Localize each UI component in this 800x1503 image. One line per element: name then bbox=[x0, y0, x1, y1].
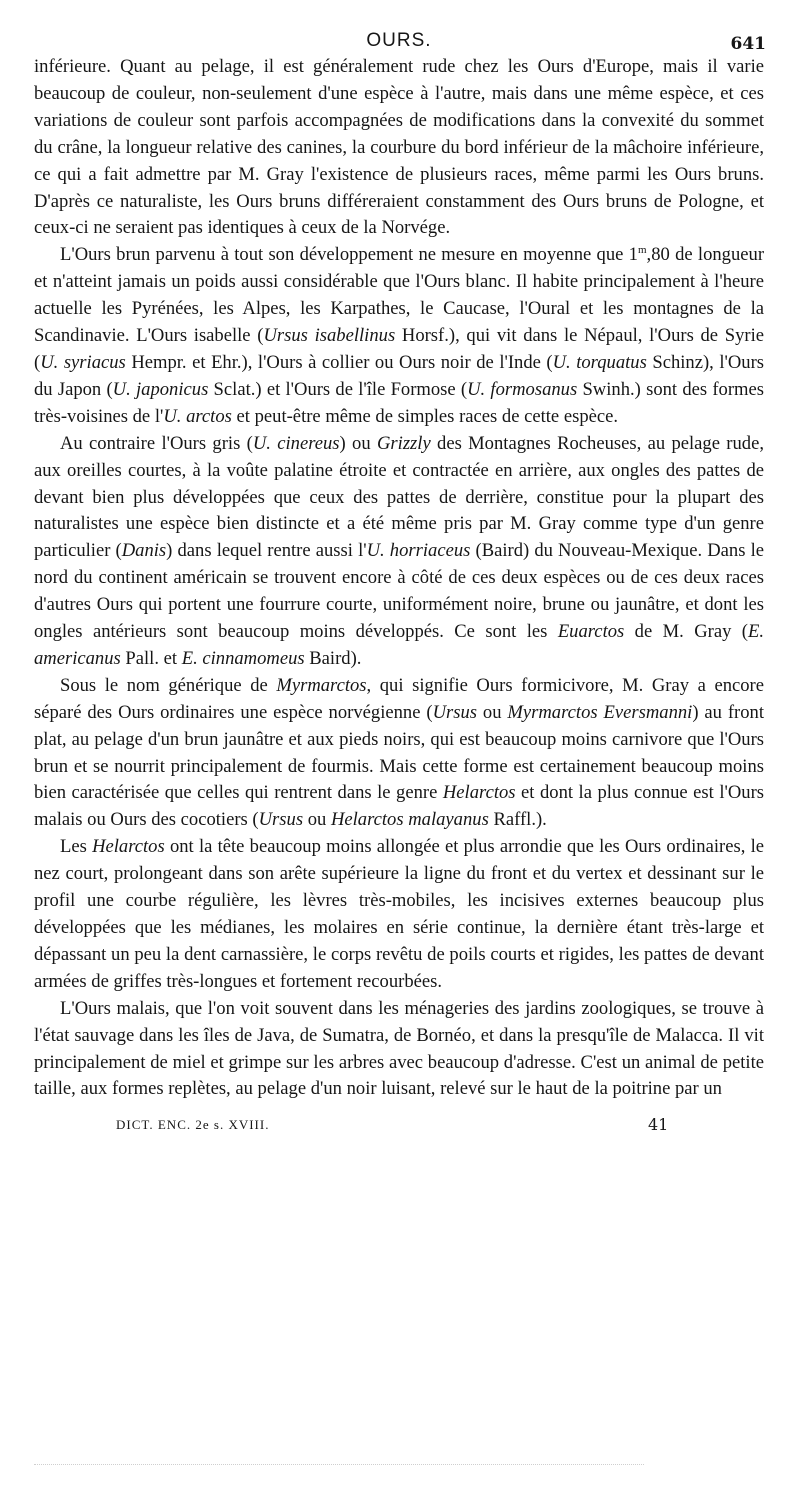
text-run: Sous le nom générique de bbox=[60, 674, 277, 696]
text-run: ) au front plat, au pelage d'un brun jaunâtre et aux pieds noirs, qui est beaucoup moins carnivore que l'Ours brun et se nourrit principalement de fourmis. Mais cette forme est certainement beaucoup moins bien caractérisée que celles qui rentrent dans le genre bbox=[34, 701, 765, 804]
italic-run: Ursus bbox=[432, 701, 477, 723]
italic-run: U. syriacus bbox=[40, 351, 126, 373]
page-header bbox=[34, 26, 764, 54]
text-run: ont la tête beaucoup moins allongée et plus arrondie que les Ours ordinaires, le nez court, prolongeant dans son arête supérieure la ligne du front et du vertex et dessinant sur le profil une courbe régulière, les lèvres très-mobiles, les incisives externes beaucoup plus développées que les médianes, les molaires en série continue, la dernière étant très-large et dépassant un peu la dent carnassière, le corps revêtu de poils courts et rigides, les pattes de devant armées de griffes très-longues et fortement recourbées. bbox=[34, 836, 764, 992]
italic-run: Helarctos malayanus bbox=[330, 809, 489, 831]
bottom-rule bbox=[34, 1464, 644, 1465]
text-run: L'Ours malais, que l'on voit souvent dans les ménageries des jardins zoologiques, se trouve à l'état sauvage dans les îles de Java, de Sumatra, de Bornéo, et dans la presqu'île de Malacca. Il vit principalement de miel et grimpe sur les arbres avec beaucoup d'adresse. C'est un animal de petite taille, aux formes replètes, au pelage d'un noir luisant, relevé sur le haut de la poitrine par un bbox=[34, 997, 764, 1100]
page-number: 641 bbox=[730, 34, 766, 54]
text-run: et dont la plus connue est l'Ours malais ou Ours des cocotiers ( bbox=[34, 782, 765, 831]
text-run: Horsf.), qui vit dans le Népaul, l'Ours de Syrie ( bbox=[34, 325, 764, 373]
text-run: Raffl.). bbox=[488, 809, 547, 831]
paragraph bbox=[34, 673, 764, 834]
italic-run: U. horriaceus bbox=[366, 540, 471, 562]
text-run: Pall. et bbox=[120, 647, 182, 669]
italic-run: U. arctos bbox=[163, 405, 232, 427]
sheet-number: 41 bbox=[648, 1115, 669, 1135]
italic-run: U. japonicus bbox=[112, 378, 209, 400]
italic-run: Ursus isabellinus bbox=[263, 325, 396, 347]
body-text bbox=[34, 54, 764, 1103]
italic-run: Myrmarctos Eversmanni bbox=[507, 701, 693, 723]
text-run: des Montagnes Rocheuses, au pelage rude, aux oreilles courtes, à la voûte palatine étroite et contractée en arrière, aux ongles des pattes de devant bien plus développées que ceux des pattes de derrière, constitue pour la plupart des naturalistes une espèce bien distincte et a été même pris par M. Gray comme type d'un genre particulier ( bbox=[34, 432, 764, 562]
text-run: ) ou bbox=[339, 432, 377, 454]
page-footer bbox=[34, 1113, 764, 1143]
italic-run: Euarctos bbox=[557, 621, 625, 643]
text-run: Schinz), l'Ours du Japon ( bbox=[34, 351, 765, 400]
text-run: de M. Gray ( bbox=[624, 621, 748, 643]
superscript-run: m bbox=[637, 244, 647, 257]
italic-run: Helarctos bbox=[92, 836, 165, 858]
paragraph bbox=[34, 834, 764, 995]
italic-run: E. cinnamomeus bbox=[181, 647, 305, 669]
paragraph bbox=[34, 996, 764, 1104]
text-run: inférieure. Quant au pelage, il est généralement rude chez les Ours d'Europe, mais il varie beaucoup de couleur, non-seulement d'une espèce à l'autre, mais dans une même espèce, et ces variations de couleur sont parfois accompagnées de modifications dans la convexité du sommet du crâne, la longueur relative des canines, la courbure du bord inférieur de la mâchoire inférieure, ce qui a fait admettre par M. Gray l'existence de plusieurs races, même parmi les Ours bruns. D'après ce naturaliste, les Ours bruns différeraient constamment des Ours bruns de Pologne, et ceux-ci ne seraient pas identiques à ceux de la Norvége. bbox=[34, 56, 764, 239]
italic-run: Helarctos bbox=[442, 782, 516, 804]
signature-mark: DICT. ENC. 2e s. XVIII. bbox=[116, 1117, 270, 1133]
text-run: ou bbox=[303, 809, 331, 831]
paragraph bbox=[34, 431, 764, 673]
italic-run: E. americanus bbox=[34, 621, 765, 669]
document-page bbox=[34, 26, 764, 1143]
paragraph bbox=[34, 242, 764, 430]
text-run: , qui signifie Ours formicivore, M. Gray a encore séparé des Ours ordinaires une espèce norvégienne ( bbox=[34, 674, 764, 723]
text-run: ,80 de longueur et n'atteint jamais un poids aussi considérable que l'Ours blanc. Il habite principalement à l'heure actuelle les Pyrénées, les Alpes, les Karpathes, le Caucase, l'Oural et les montagnes de la Scandinavie. L'Ours isabelle ( bbox=[34, 244, 765, 347]
text-run: Les bbox=[60, 836, 93, 858]
italic-run: Grizzly bbox=[376, 432, 431, 454]
text-run: Hempr. et Ehr.), l'Ours à collier ou Ours noir de l'Inde ( bbox=[125, 351, 553, 373]
text-run: L'Ours brun parvenu à tout son développement ne mesure en moyenne que 1 bbox=[60, 244, 638, 266]
text-run: Au contraire l'Ours gris ( bbox=[60, 432, 253, 454]
text-run: ou bbox=[477, 701, 508, 723]
italic-run: U. torquatus bbox=[552, 351, 647, 373]
italic-run: U. formosanus bbox=[467, 378, 578, 400]
text-run: Swinh.) sont des formes très-voisines de l' bbox=[34, 378, 764, 427]
text-run: Baird). bbox=[304, 647, 362, 669]
italic-run: Ursus bbox=[258, 809, 304, 831]
italic-run: Myrmarctos bbox=[276, 674, 367, 696]
text-run: et peut-être même de simples races de cette espèce. bbox=[231, 405, 619, 427]
italic-run: U. cinereus bbox=[252, 432, 340, 454]
running-title: OURS. bbox=[366, 30, 432, 51]
text-run: Sclat.) et l'Ours de l'île Formose ( bbox=[208, 378, 468, 400]
text-run: ) dans lequel rentre aussi l' bbox=[166, 540, 367, 562]
italic-run: Danis bbox=[121, 540, 167, 562]
paragraph bbox=[34, 54, 764, 242]
text-run: (Baird) du Nouveau-Mexique. Dans le nord du continent américain se trouvent encore à côté de ces deux espèces ou de ces deux races d'autres Ours qui portent une fourrure courte, uniformément noire, brune ou jaunâtre, et dont les ongles antérieurs sont beaucoup moins développés. Ce sont les bbox=[34, 540, 765, 643]
